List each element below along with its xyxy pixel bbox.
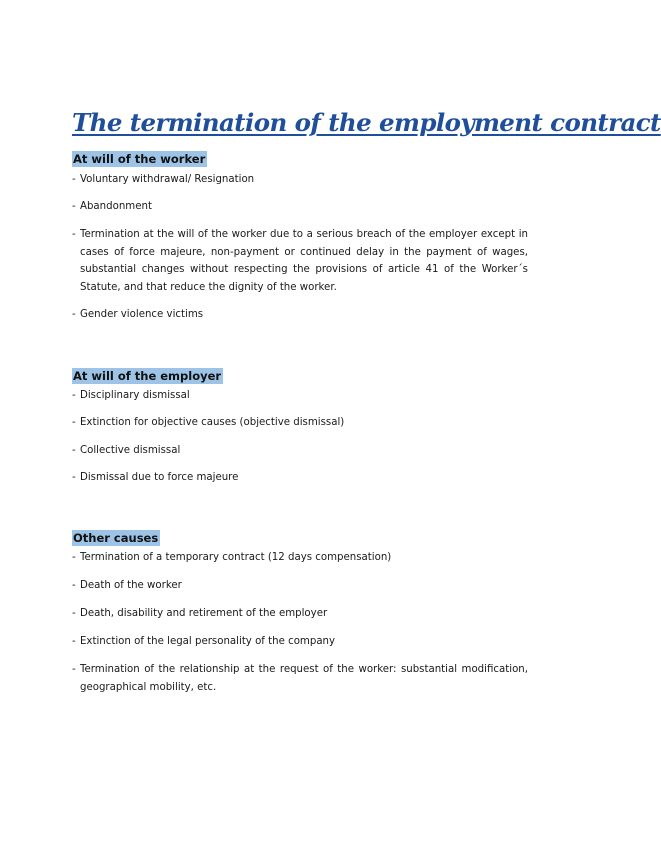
bullet-dash: - [72,636,76,647]
bullet-dash: - [72,580,76,591]
list-item [72,469,528,487]
list-item-text: Disciplinary dismissal [80,390,190,401]
page-title: The termination of the employment contract [72,108,661,137]
list-item [72,171,528,189]
list-item-text: Abandonment [80,201,152,212]
list-item [72,549,528,567]
section-heading-employer: At will of the employer [73,369,222,383]
bullet-dash: - [72,608,76,619]
list-item [72,577,528,595]
list-item-text: Collective dismissal [80,445,181,456]
section-heading-other: Other causes [73,531,159,545]
list-item [72,414,528,432]
list-item [72,661,528,696]
list-item-text: Extinction for objective causes (objective dismissal) [80,417,345,428]
list-item [72,306,528,324]
bullet-dash: - [72,201,76,212]
bullet-dash: - [72,472,76,483]
bullet-dash: - [72,552,76,563]
list-item-text: Extinction of the legal personality of the company [80,636,336,647]
list-item-text: Termination of the relationship at the request of the worker: substantial modification, geographical mobility, etc. [80,664,528,693]
bullet-dash: - [72,417,76,428]
bullet-dash: - [72,445,76,456]
bullet-dash: - [72,229,76,240]
list-item [72,198,528,216]
list-item-text: Voluntary withdrawal/ Resignation [80,174,255,185]
section-heading-worker: At will of the worker [73,152,206,166]
list-item [72,633,528,651]
list-item-text: Dismissal due to force majeure [80,472,239,483]
list-item-text: Termination at the will of the worker due to a serious breach of the employer except in cases of force majeure, non-payment or continued delay in the payment of wages, substantial changes without respecting the provisions of article 41 of the Worker´s Statute, and that reduce the dignity of the worker. [80,229,528,293]
bullet-dash: - [72,390,76,401]
list-item [72,387,528,405]
bullet-dash: - [72,664,76,675]
list-item-text: Death of the worker [80,580,182,591]
list-item [72,226,528,296]
list-item-text: Death, disability and retirement of the employer [80,608,328,619]
list-item-text: Gender violence victims [80,309,204,320]
list-item [72,605,528,623]
bullet-dash: - [72,309,76,320]
list-item-text: Termination of a temporary contract (12 days compensation) [80,552,392,563]
list-item [72,442,528,460]
bullet-dash: - [72,174,76,185]
